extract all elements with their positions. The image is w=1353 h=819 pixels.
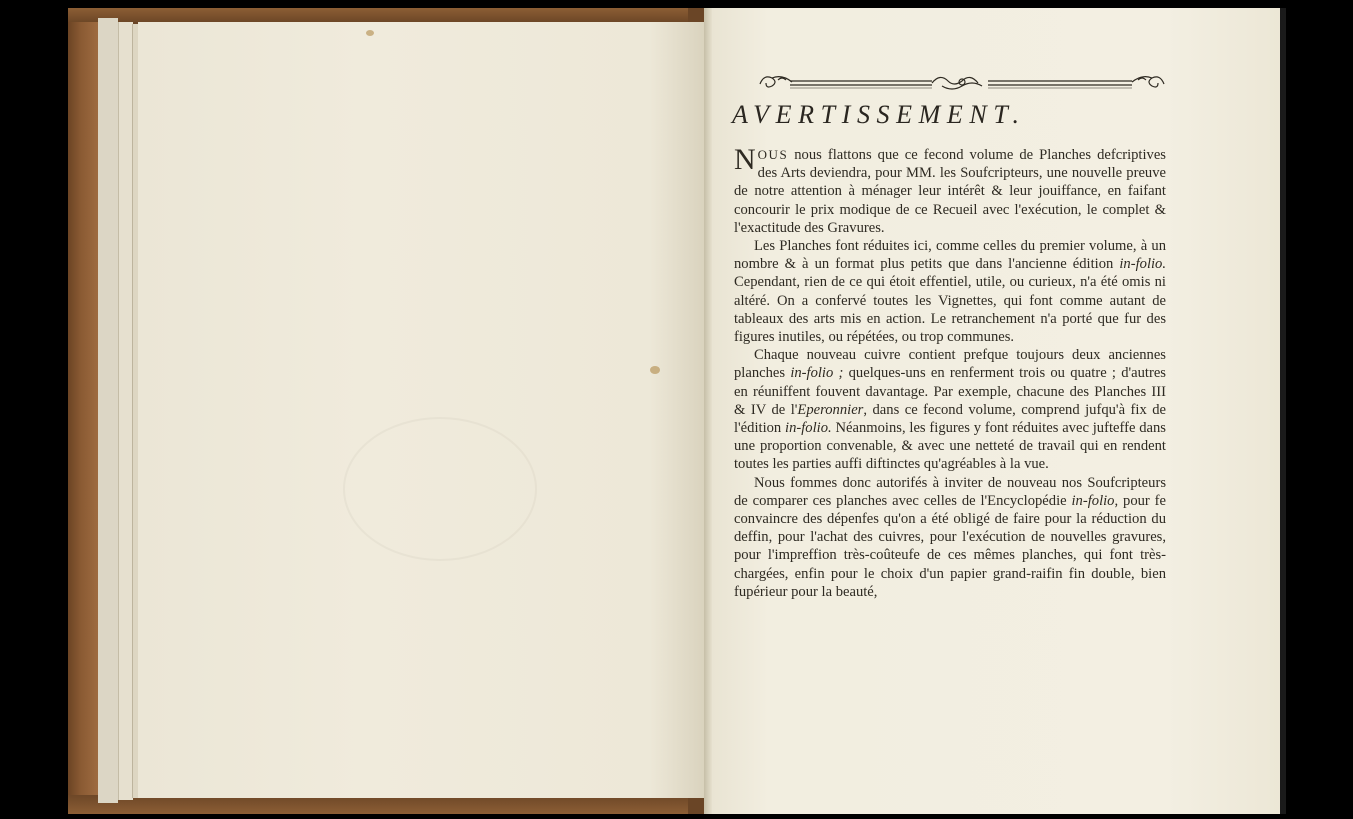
- paragraph-3-italic-1: in-folio ;: [790, 365, 844, 382]
- page-edges-1: [98, 18, 118, 803]
- paragraph-4-text-a: Nous fommes donc autorifés à inviter de nouveau nos Soufcripteurs de comparer ces planches avec celles de l'Encyclopédie: [734, 474, 1166, 509]
- paragraph-3-text-d: Néanmoins, les figures y font réduites avec jufteffe dans une proportion convenable, & avec une netteté de travail qui en rendent toutes les parties auffi diftinctes qu'agréables à la vue.: [734, 420, 1166, 473]
- right-page: [712, 8, 1280, 814]
- paper-spot: [366, 30, 374, 36]
- paragraph-4-italic: in-folio: [1071, 492, 1115, 509]
- paper-spot: [650, 366, 660, 374]
- ornamental-header-rule: [756, 70, 1168, 96]
- lead-word: OUS: [757, 147, 789, 162]
- left-page-blank: [138, 22, 706, 798]
- paragraph-3-italic-2: Eperonnier: [797, 401, 864, 418]
- page-edges-2: [118, 22, 133, 800]
- paragraph-4: [734, 474, 1166, 601]
- paragraph-3-text-b: quelques-uns en renferment trois ou quatre ; d'autres en réuniffent fouvent davantage. Par exemple, chacune des Planches III & IV de l': [734, 365, 1166, 418]
- drop-cap: N: [734, 143, 756, 176]
- body-text: [734, 143, 1167, 601]
- paragraph-3: [734, 346, 1166, 473]
- right-edge-shadow: [1280, 8, 1286, 814]
- paragraph-3-italic-3: in-folio.: [785, 420, 832, 437]
- paragraph-1: [734, 143, 1166, 237]
- paragraph-2: [734, 237, 1166, 346]
- paragraph-2-text-b: Cependant, rien de ce qui étoit effentiel, utile, ou curieux, n'a été omis ni altéré. On a confervé toutes les Vignettes, qui font comme autant de tableaux des arts mis en action. Le retranchement n'a porté que fur des figures inutiles, ou répétées, ou trop communes.: [734, 274, 1166, 346]
- page-title: AVERTISSEMENT.: [732, 100, 1026, 129]
- paragraph-3-text-a: Chaque nouveau cuivre contient prefque toujours deux anciennes planches: [734, 347, 1166, 382]
- paragraph-3-text-c: , dans ce fecond volume, comprend jufqu'à fix de l'édition: [734, 401, 1167, 437]
- paragraph-4-text-b: , pour fe convaincre des dépenfes qu'on a été obligé de faire pour la réduction du deffin, pour l'achat des cuivres, pour l'exécution de nouvelles gravures, pour l'impreffion très-coûteufe de ces mêmes planches, qui font très-chargées, enfin pour le choix d'un papier grand-raifin fin double, bien fupérieur pour la beauté,: [734, 492, 1166, 600]
- paragraph-1-text: nous flattons que ce fecond volume de Planches defcriptives des Arts deviendra, pour MM. les Soufcripteurs, une nouvelle preuve de notre attention à ménager leur intérêt & leur jouiffance, en faifant concourir le prix modique de ce Recueil avec l'exécution, le complet & l'exactitude des Gravures.: [734, 147, 1166, 236]
- paragraph-2-text-a: Les Planches font réduites ici, comme celles du premier volume, à un nombre & à un format plus petits que dans l'ancienne édition: [734, 238, 1166, 273]
- cover-edge-top: [68, 8, 688, 22]
- paragraph-2-italic: in-folio.: [1119, 256, 1166, 273]
- show-through-seal: [343, 417, 537, 561]
